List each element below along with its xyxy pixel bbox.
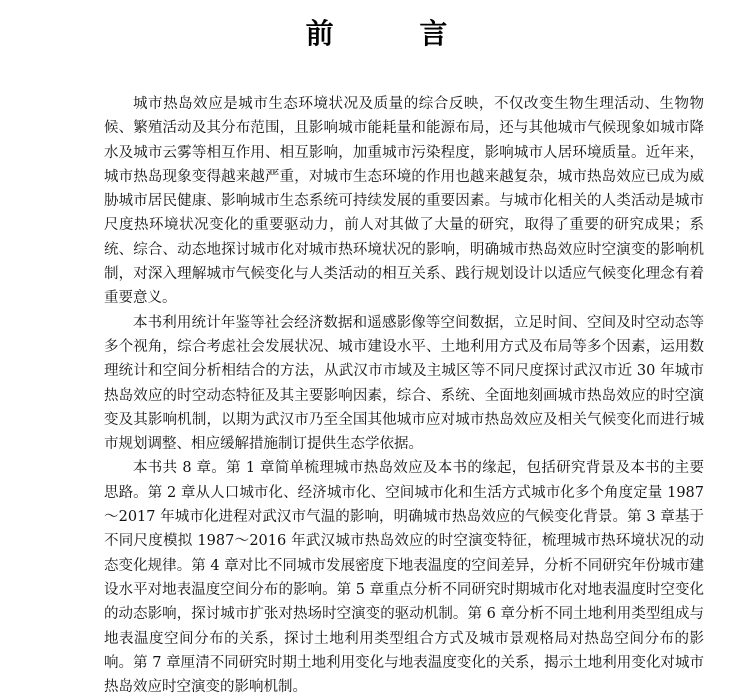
page-title: 前 言 bbox=[305, 17, 486, 50]
paragraph-structure: 本书共 8 章。第 1 章简单梳理城市热岛效应及本书的缘起，包括研究背景及本书的主要思路。第 2 章从人口城市化、经济城市化、空间城市化和生活方式城市化多个角度定量 1987～2017 年城市化进程对武汉市气温的影响，明确城市热岛效应的气候变化背景。第 3 章基于不同尺度模拟 1987～2016 年武汉城市热岛效应的时空演变特征，梳理城市热环境状况的动态变化规律。第 4 章对比不同城市发展密度下地表温度的空间差异，分析不同研究年份城市建设水平对地表温度空间分布的影响。第 5 章重点分析不同研究时期城市化对地表温度时空变化的动态影响，探讨城市扩张对热场时空演变的驱动机制。第 6 章分析不同土地利用类型组成与地表温度空间分布的关系，探讨土地利用类型组合方式及城市景观格局对热岛空间分布的影响。第 7 章厘清不同研究时期土地利用变化与地表温度变化的关系，揭示土地利用变化对城市热岛效应时空演变的影响机制。 bbox=[104, 460, 704, 696]
preface-body bbox=[104, 92, 704, 699]
paragraph-intro: 城市热岛效应是城市生态环境状况及质量的综合反映，不仅改变生物生理活动、生物物候、繁殖活动及其分布范围，且影响城市能耗量和能源布局，还与其他城市气候现象如城市降水及城市云雾等相互作用、相互影响，加重城市污染程度，影响城市人居环境质量。近年来，城市热岛现象变得越来越严重，对城市生态环境的作用也越来越复杂，城市热岛效应已成为威胁城市居民健康、影响城市生态系统可持续发展的重要因素。与城市化相关的人类活动是城市尺度热环境状况变化的重要驱动力，前人对其做了大量的研究，取得了重要的研究成果；系统、综合、动态地探讨城市化对城市热环境状况的影响，明确城市热岛效应时空演变的影响机制，对深入理解城市气候变化与人类活动的相互关系、践行规划设计以适应气候变化理念有着重要意义。 bbox=[104, 96, 704, 307]
paragraph-methods: 本书利用统计年鉴等社会经济数据和遥感影像等空间数据，立足时间、空间及时空动态等多个视角，综合考虑社会发展状况、城市建设水平、土地利用方式及布局等多个因素，运用数理统计和空间分析相结合的方法，从武汉市市域及主城区等不同尺度探讨武汉市近 30 年城市热岛效应的时空动态特征及其主要影响因素，综合、系统、全面地刻画城市热岛效应的时空演变及其影响机制，以期为武汉市乃至全国其他城市应对城市热岛效应及相关气候变化而进行城市规划调整、相应缓解措施制订提供生态学依据。 bbox=[104, 314, 704, 453]
